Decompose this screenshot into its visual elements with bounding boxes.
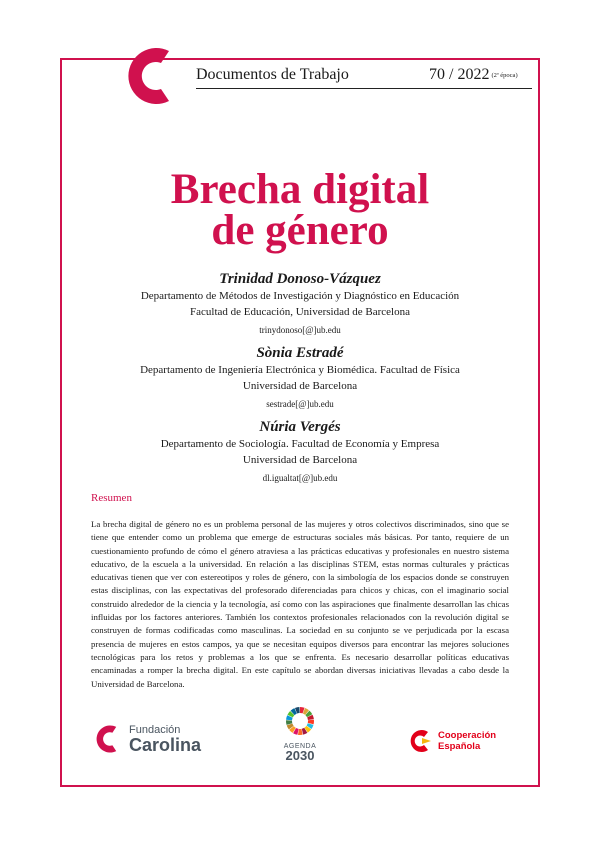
issue-note: (2ª época) <box>491 72 518 79</box>
author-email[interactable]: sestrade[@]ub.edu <box>266 399 334 409</box>
abstract-text: La brecha digital de género no es un problema personal de las mujeres y otros colectivos discriminados, sino que se tiene que entender como un problema que emerge de estructuras sociales más básicas. Por tanto, requiere de un cuestionamiento profundo de cómo el género atraviesa a las prácticas educativas y profesionales en nuestro sistema educativo, de la escuela a la universidad. En relación a las disciplinas STEM, estas normas culturales y prácticas educativas tienen que ver con estereotipos y roles de género, con la simbología de los espacios donde se construyen estas disciplinas, con las expectativas del profesorado diferenciadas para chicos y chicas, con el imaginario social construido alrededor de la ciencia y la tecnología, así como con las aspiraciones que finalmente desarrollan las chicas influidas por los factores anteriores. También los contextos profesionales relacionados con la revolución digital se construyen de formas codificadas como masculinas. La sociedad en su conjunto se ve perjudicada por la escasa presencia de mujeres en estos campos, ya que se necesitan equipos diversos para encontrar las mejores soluciones tecnológicas para los retos y problemas a los que se enfrenta. Es necesario desarrollar políticas educativas encaminadas a romper la brecha digital. En este capítulo se abordan diversas iniciativas llevadas a cabo desde la Universidad de Barcelona. <box>91 519 509 689</box>
author-email[interactable]: trinydonoso[@]ub.edu <box>259 325 341 335</box>
issue-number <box>429 66 518 84</box>
author-affiliation: Departamento de Sociología. Facultad de Economía y Empresa <box>160 438 440 450</box>
document-title-line-1: Brecha digital <box>170 166 430 213</box>
cooperacion-line-1: Cooperación <box>438 730 497 741</box>
author-affiliation: Facultad de Educación, Universidad de Barcelona <box>190 306 410 318</box>
cooperacion-line-2: Española <box>438 741 481 752</box>
author-email[interactable]: dl.igualtat[@]ub.edu <box>262 473 338 483</box>
author-block <box>0 270 600 338</box>
issue-label: 70 / 2022 <box>429 66 490 83</box>
abstract-heading: Resumen <box>91 492 132 504</box>
carolina-c-logo-icon <box>121 41 183 111</box>
header-rule <box>196 88 532 89</box>
author-affiliation: Departamento de Ingeniería Electrónica y Biomédica. Facultad de Física <box>140 364 460 376</box>
carolina-c-small-icon <box>93 722 123 756</box>
carolina-line-2: Carolina <box>129 735 202 755</box>
carolina-line-1: Fundación <box>129 724 181 736</box>
cooperacion-logo-icon <box>408 727 434 755</box>
agenda-2030-logo <box>274 706 326 762</box>
fundacion-carolina-logo <box>93 722 201 756</box>
sdg-segment <box>298 729 303 735</box>
author-block <box>0 418 600 486</box>
author-affiliation: Universidad de Barcelona <box>242 380 358 392</box>
series-title: Documentos de Trabajo <box>196 66 349 83</box>
sdg-wheel-icon <box>285 706 315 736</box>
author-affiliation: Universidad de Barcelona <box>242 454 358 466</box>
author-name: Núria Vergés <box>259 419 341 435</box>
author-name: Sònia Estradé <box>256 345 344 361</box>
agenda-line-2: 2030 <box>285 748 315 763</box>
author-name: Trinidad Donoso-Vázquez <box>219 271 381 287</box>
agenda-line-1: AGENDA <box>283 743 317 750</box>
cooperacion-espanola-logo <box>408 727 496 755</box>
author-block <box>0 344 600 412</box>
author-affiliation: Departamento de Métodos de Investigación y Diagnóstico en Educación <box>140 290 460 302</box>
document-title-line-2: de género <box>211 207 389 254</box>
